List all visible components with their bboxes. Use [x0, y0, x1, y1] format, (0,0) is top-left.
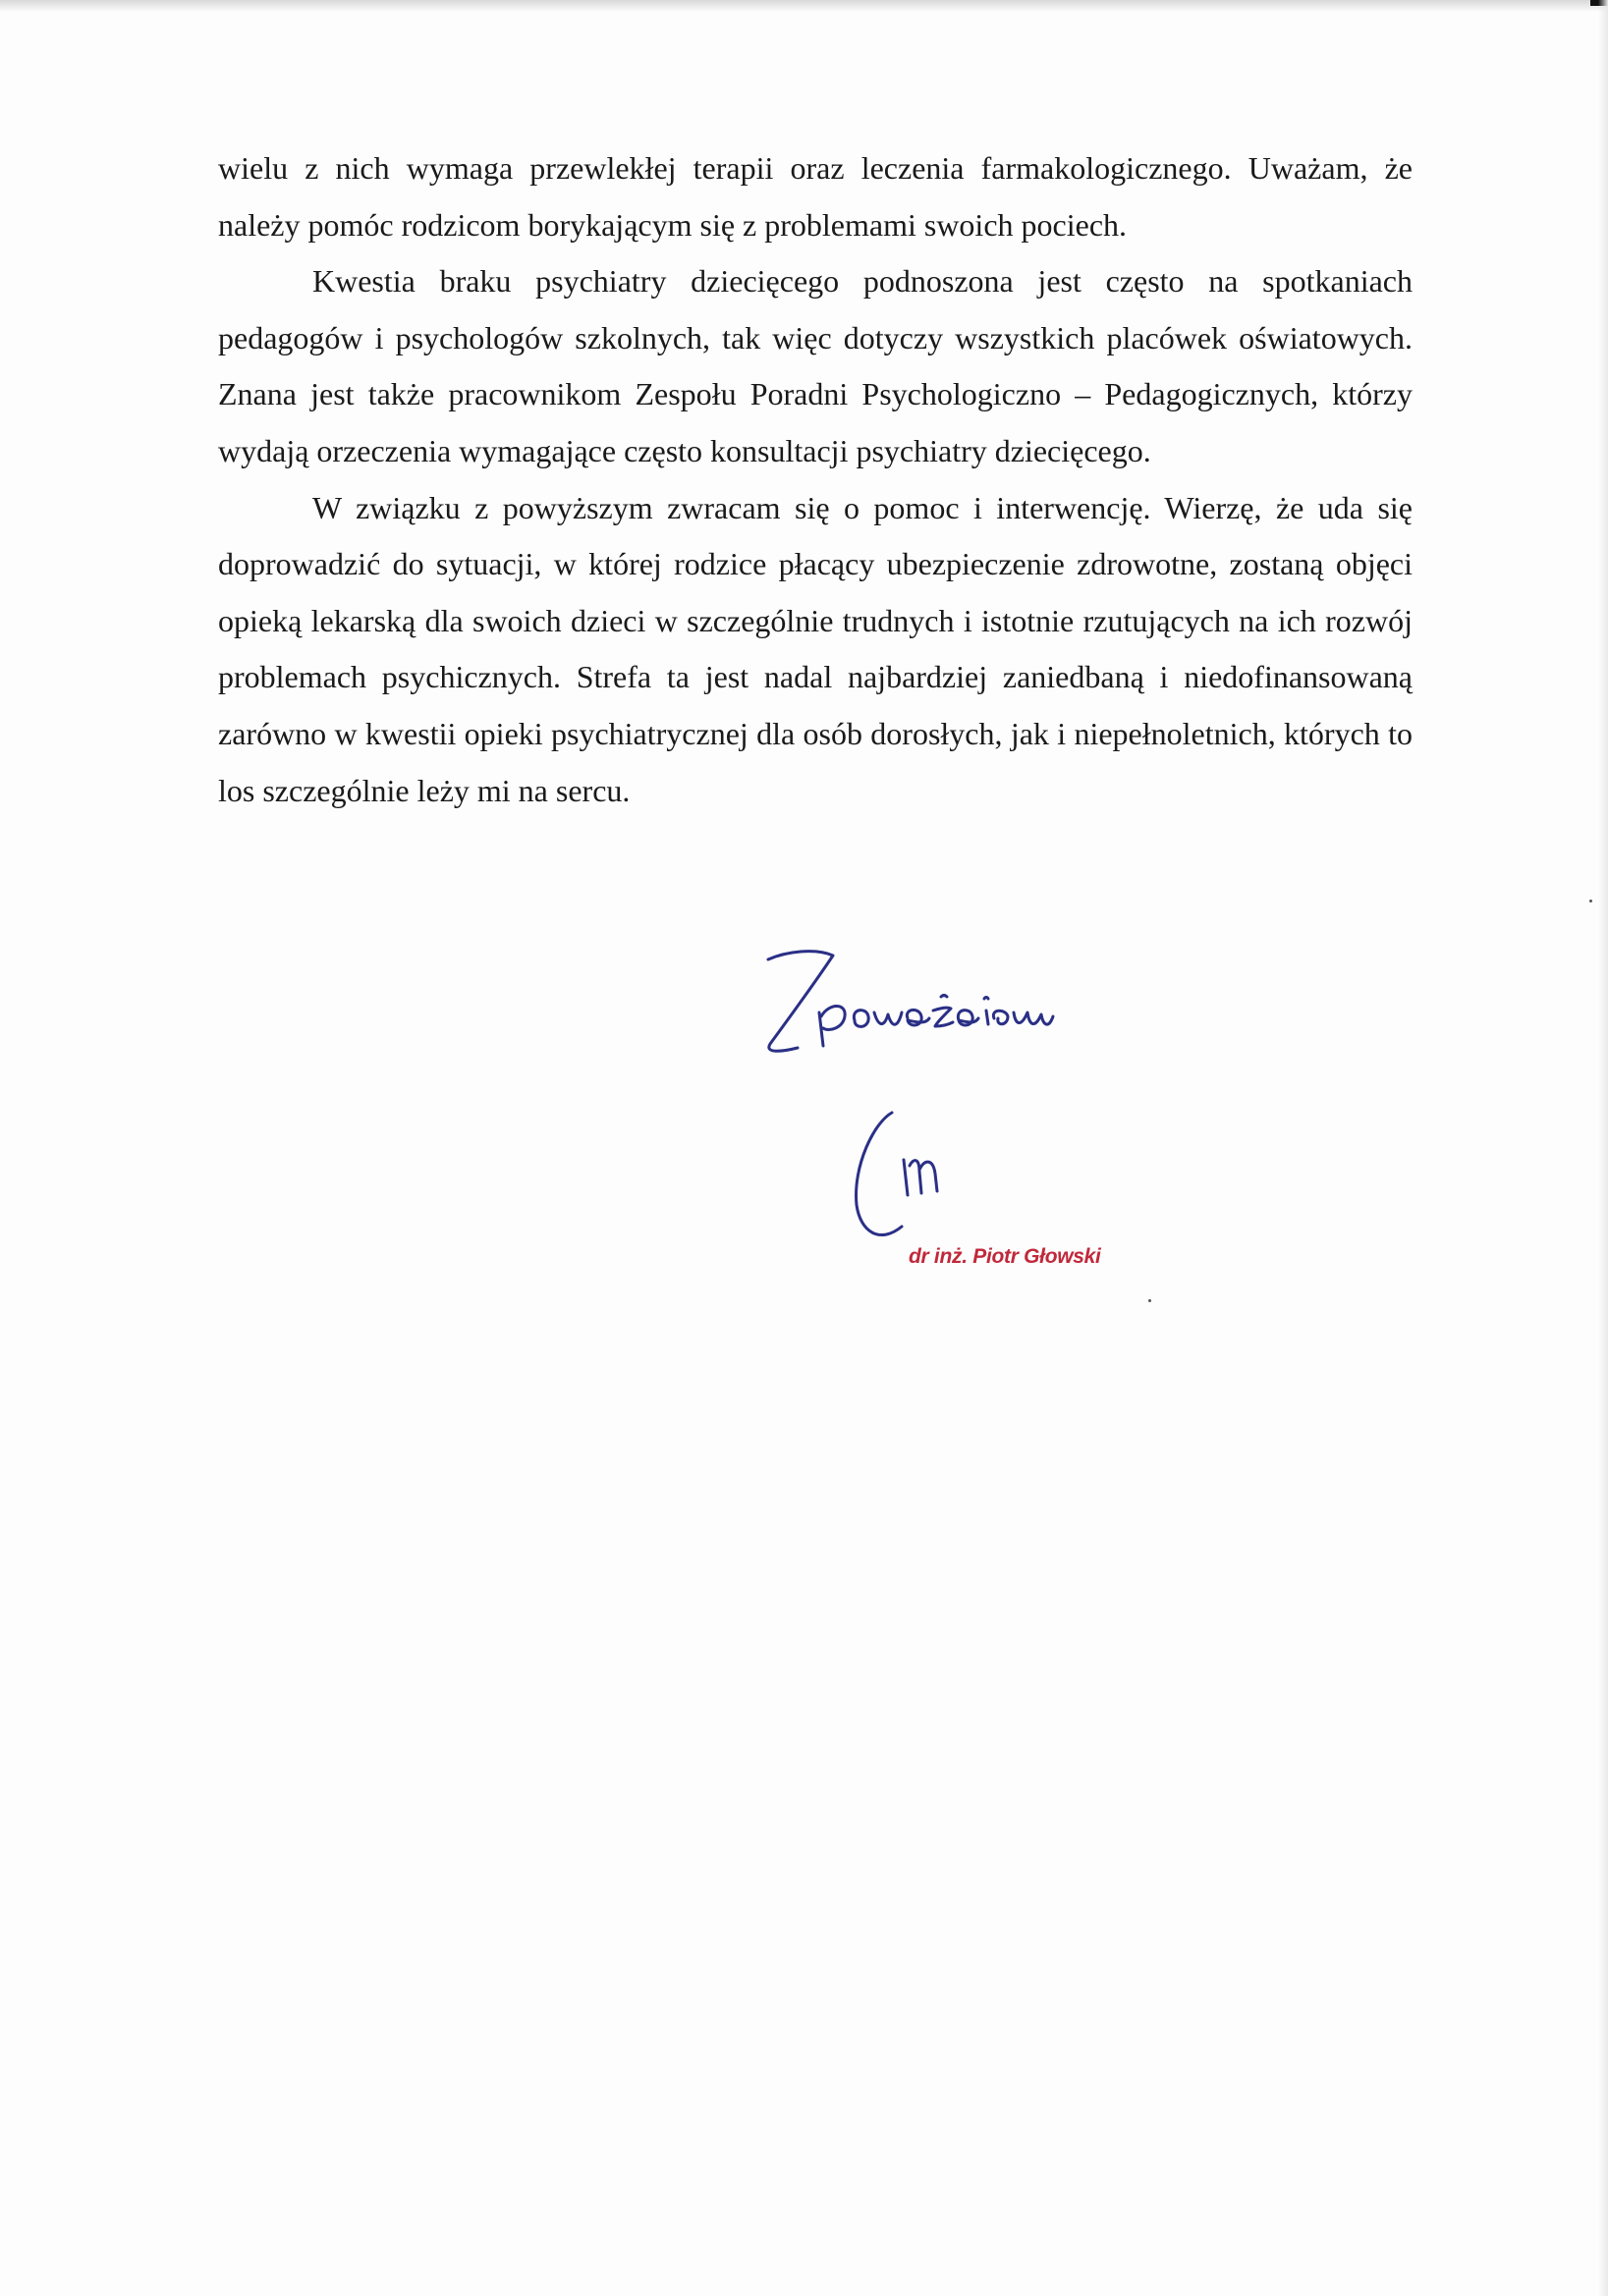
- letter-body: [218, 140, 1413, 819]
- scan-top-edge: [0, 0, 1608, 12]
- paragraph-psychiatrist-shortage: Kwestia braku psychiatry dziecięcego podnoszona jest często na spotkaniach pedagogów i psychologów szkolnych, tak więc dotyczy wszystkich placówek oświatowych. Znana jest także pracownikom Zespołu Poradni Psychologiczno – Pedagogicznych, którzy wydają orzeczenia wymagające często konsultacji psychiatry dziecięcego.: [218, 263, 1413, 468]
- signature-stamp-name: dr inż. Piotr Głowski: [909, 1245, 1101, 1268]
- scan-right-shadow: [1598, 0, 1608, 2296]
- paragraph-continuation: wielu z nich wymaga przewlekłej terapii oraz leczenia farmakologicznego. Uważam, że należy pomóc rodzicom borykającym się z problemami swoich pociech.: [218, 150, 1413, 243]
- scan-speck: [1148, 1299, 1151, 1302]
- paragraph-request-for-help: W związku z powyższym zwracam się o pomoc i interwencję. Wierzę, że uda się doprowadzić do sytuacji, w której rodzice płacący ubezpieczenie zdrowotne, zostaną objęci opieką lekarską dla swoich dzieci w szczególnie trudnych i istotnie rzutujących na ich rozwój problemach psychicznych. Strefa ta jest nadal najbardziej zaniedbaną i niedofinansowaną zarówno w kwestii opieki psychiatrycznej dla osób dorosłych, jak i niepełnoletnich, których to los szczególnie leży mi na sercu.: [218, 489, 1413, 808]
- scan-speck: [1589, 900, 1592, 902]
